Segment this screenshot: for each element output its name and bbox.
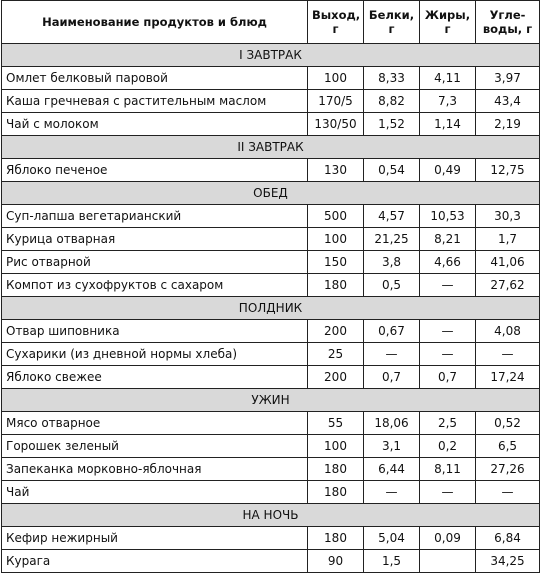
header-product-name: Наименование продуктов и блюд bbox=[2, 1, 308, 44]
table-row bbox=[2, 274, 540, 297]
product-name-cell: Чай bbox=[2, 481, 308, 504]
table-row bbox=[2, 67, 540, 90]
product-name-cell: Сухарики (из дневной нормы хлеба) bbox=[2, 343, 308, 366]
section-title: НА НОЧЬ bbox=[2, 504, 540, 527]
protein-cell: 0,7 bbox=[364, 366, 420, 389]
yield-cell: 90 bbox=[308, 550, 364, 573]
carbs-cell: 12,75 bbox=[476, 159, 540, 182]
product-name-cell: Горошек зеленый bbox=[2, 435, 308, 458]
table-row bbox=[2, 481, 540, 504]
product-name-cell: Рис отварной bbox=[2, 251, 308, 274]
table-row bbox=[2, 251, 540, 274]
fat-cell: 0,2 bbox=[420, 435, 476, 458]
table-row bbox=[2, 458, 540, 481]
fat-cell: 4,66 bbox=[420, 251, 476, 274]
product-name-cell: Курага bbox=[2, 550, 308, 573]
section-title: I ЗАВТРАК bbox=[2, 44, 540, 67]
carbs-cell: 0,52 bbox=[476, 412, 540, 435]
carbs-cell: 17,24 bbox=[476, 366, 540, 389]
product-name-cell: Чай с молоком bbox=[2, 113, 308, 136]
product-name-cell: Компот из сухофруктов с сахаром bbox=[2, 274, 308, 297]
table-row bbox=[2, 90, 540, 113]
fat-cell: — bbox=[420, 320, 476, 343]
fat-cell: 1,14 bbox=[420, 113, 476, 136]
yield-cell: 55 bbox=[308, 412, 364, 435]
yield-cell: 180 bbox=[308, 458, 364, 481]
protein-cell: — bbox=[364, 481, 420, 504]
yield-cell: 100 bbox=[308, 435, 364, 458]
section-title: ПОЛДНИК bbox=[2, 297, 540, 320]
protein-cell: — bbox=[364, 343, 420, 366]
protein-cell: 1,5 bbox=[364, 550, 420, 573]
fat-cell: 4,11 bbox=[420, 67, 476, 90]
section-header-row bbox=[2, 44, 540, 67]
yield-cell: 100 bbox=[308, 228, 364, 251]
table-row bbox=[2, 412, 540, 435]
yield-cell: 180 bbox=[308, 274, 364, 297]
carbs-cell: 27,62 bbox=[476, 274, 540, 297]
carbs-cell: 4,08 bbox=[476, 320, 540, 343]
yield-cell: 130/50 bbox=[308, 113, 364, 136]
table-row bbox=[2, 366, 540, 389]
product-name-cell: Запеканка морковно-яблочная bbox=[2, 458, 308, 481]
table-row bbox=[2, 205, 540, 228]
yield-cell: 180 bbox=[308, 481, 364, 504]
yield-cell: 170/5 bbox=[308, 90, 364, 113]
product-name-cell: Мясо отварное bbox=[2, 412, 308, 435]
protein-cell: 0,54 bbox=[364, 159, 420, 182]
protein-cell: 0,5 bbox=[364, 274, 420, 297]
header-fat: Жиры, г bbox=[420, 1, 476, 44]
carbs-cell: 3,97 bbox=[476, 67, 540, 90]
product-name-cell: Омлет белковый паровой bbox=[2, 67, 308, 90]
carbs-cell: 41,06 bbox=[476, 251, 540, 274]
carbs-cell: 1,7 bbox=[476, 228, 540, 251]
table-body bbox=[2, 44, 540, 573]
carbs-cell: 43,4 bbox=[476, 90, 540, 113]
fat-cell: — bbox=[420, 274, 476, 297]
protein-cell: 21,25 bbox=[364, 228, 420, 251]
carbs-cell: 6,5 bbox=[476, 435, 540, 458]
yield-cell: 200 bbox=[308, 320, 364, 343]
yield-cell: 130 bbox=[308, 159, 364, 182]
yield-cell: 25 bbox=[308, 343, 364, 366]
protein-cell: 5,04 bbox=[364, 527, 420, 550]
carbs-cell: 34,25 bbox=[476, 550, 540, 573]
protein-cell: 6,44 bbox=[364, 458, 420, 481]
product-name-cell: Кефир нежирный bbox=[2, 527, 308, 550]
section-header-row bbox=[2, 297, 540, 320]
fat-cell: 8,11 bbox=[420, 458, 476, 481]
carbs-cell: 27,26 bbox=[476, 458, 540, 481]
section-title: II ЗАВТРАК bbox=[2, 136, 540, 159]
section-title: ОБЕД bbox=[2, 182, 540, 205]
yield-cell: 200 bbox=[308, 366, 364, 389]
table-row bbox=[2, 228, 540, 251]
table-row bbox=[2, 113, 540, 136]
yield-cell: 100 bbox=[308, 67, 364, 90]
protein-cell: 3,1 bbox=[364, 435, 420, 458]
product-name-cell: Суп-лапша вегетарианский bbox=[2, 205, 308, 228]
fat-cell: 7,3 bbox=[420, 90, 476, 113]
fat-cell: 0,49 bbox=[420, 159, 476, 182]
protein-cell: 18,06 bbox=[364, 412, 420, 435]
section-header-row bbox=[2, 182, 540, 205]
protein-cell: 0,67 bbox=[364, 320, 420, 343]
table-row bbox=[2, 343, 540, 366]
carbs-cell: 6,84 bbox=[476, 527, 540, 550]
protein-cell: 8,33 bbox=[364, 67, 420, 90]
section-title: УЖИН bbox=[2, 389, 540, 412]
protein-cell: 4,57 bbox=[364, 205, 420, 228]
table-row bbox=[2, 320, 540, 343]
section-header-row bbox=[2, 136, 540, 159]
yield-cell: 500 bbox=[308, 205, 364, 228]
fat-cell: 10,53 bbox=[420, 205, 476, 228]
protein-cell: 8,82 bbox=[364, 90, 420, 113]
product-name-cell: Яблоко свежее bbox=[2, 366, 308, 389]
table-header-row bbox=[2, 1, 540, 44]
section-header-row bbox=[2, 389, 540, 412]
fat-cell: 8,21 bbox=[420, 228, 476, 251]
protein-cell: 1,52 bbox=[364, 113, 420, 136]
table-row bbox=[2, 527, 540, 550]
fat-cell: — bbox=[420, 343, 476, 366]
yield-cell: 150 bbox=[308, 251, 364, 274]
fat-cell: 0,09 bbox=[420, 527, 476, 550]
header-carbs: Угле- воды, г bbox=[476, 1, 540, 44]
carbs-cell: 2,19 bbox=[476, 113, 540, 136]
protein-cell: 3,8 bbox=[364, 251, 420, 274]
table-row bbox=[2, 550, 540, 573]
table-row bbox=[2, 159, 540, 182]
carbs-cell: — bbox=[476, 481, 540, 504]
carbs-cell: 30,3 bbox=[476, 205, 540, 228]
fat-cell: — bbox=[420, 481, 476, 504]
product-name-cell: Отвар шиповника bbox=[2, 320, 308, 343]
fat-cell bbox=[420, 550, 476, 573]
diet-menu-table bbox=[1, 0, 540, 573]
fat-cell: 0,7 bbox=[420, 366, 476, 389]
carbs-cell: — bbox=[476, 343, 540, 366]
table-row bbox=[2, 435, 540, 458]
product-name-cell: Каша гречневая с растительным маслом bbox=[2, 90, 308, 113]
fat-cell: 2,5 bbox=[420, 412, 476, 435]
header-yield: Выход, г bbox=[308, 1, 364, 44]
section-header-row bbox=[2, 504, 540, 527]
header-protein: Белки, г bbox=[364, 1, 420, 44]
product-name-cell: Курица отварная bbox=[2, 228, 308, 251]
product-name-cell: Яблоко печеное bbox=[2, 159, 308, 182]
yield-cell: 180 bbox=[308, 527, 364, 550]
